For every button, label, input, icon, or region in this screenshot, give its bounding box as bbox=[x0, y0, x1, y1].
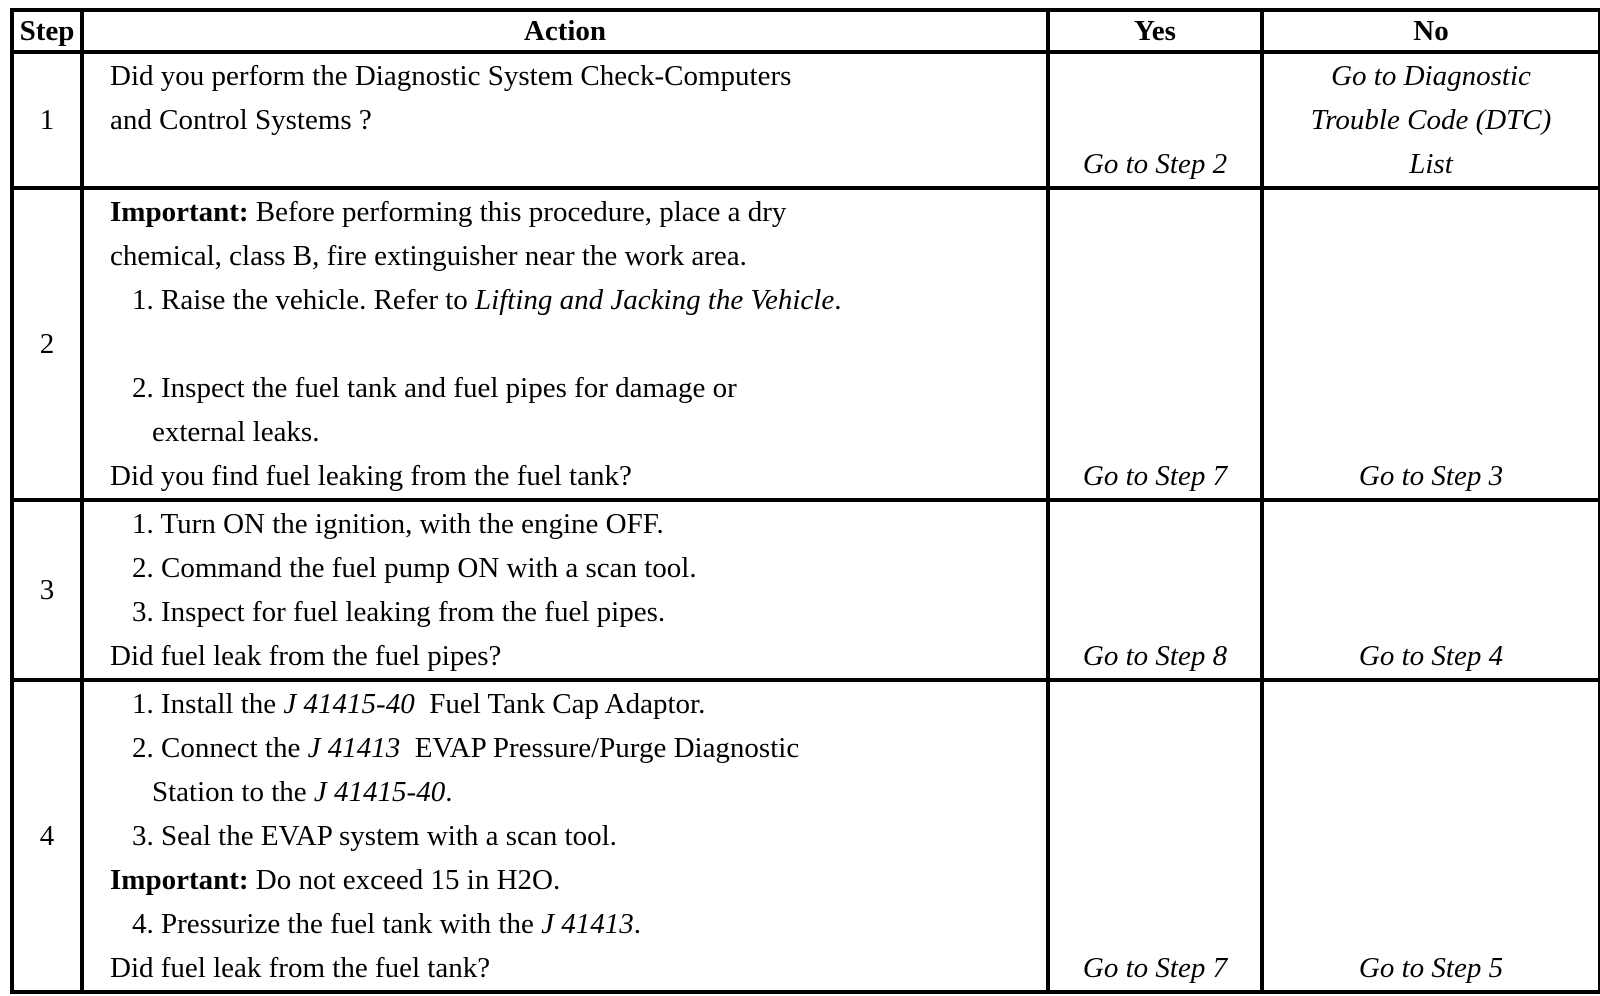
no-cell bbox=[1262, 52, 1600, 188]
question-line: Did fuel leak from the fuel tank? bbox=[110, 952, 491, 984]
step-number: 1 bbox=[12, 52, 82, 188]
header-no: No bbox=[1262, 10, 1600, 52]
header-step: Step bbox=[12, 10, 82, 52]
instruction-text: Fuel Tank Cap Adaptor. bbox=[414, 688, 706, 720]
yes-cell: Go to Step 2 bbox=[1048, 52, 1262, 188]
action-cell bbox=[82, 52, 1048, 188]
step-number: 2 bbox=[12, 188, 82, 500]
reference-link-text: Lifting and Jacking the Vehicle bbox=[475, 284, 835, 316]
important-line bbox=[110, 190, 1046, 234]
question-line: Did you find fuel leaking from the fuel tank? bbox=[110, 460, 632, 492]
instruction-text: 4. Pressurize the fuel tank with the bbox=[132, 908, 542, 940]
important-text: Do not exceed 15 in H2O. bbox=[248, 864, 561, 896]
yes-cell: Go to Step 7 bbox=[1048, 680, 1262, 992]
action-line: Did you perform the Diagnostic System Check-Computers bbox=[110, 60, 792, 92]
instruction-item bbox=[110, 902, 1046, 946]
instruction-text: 1. Raise the vehicle. Refer to bbox=[132, 284, 476, 316]
no-cell: Go to Step 3 bbox=[1262, 188, 1600, 500]
instruction-item: 2. Command the fuel pump ON with a scan tool. bbox=[132, 552, 697, 584]
no-line: List bbox=[1409, 148, 1453, 180]
instruction-item bbox=[110, 682, 1046, 726]
instruction-item bbox=[110, 278, 1046, 322]
instruction-item: 3. Seal the EVAP system with a scan tool. bbox=[132, 820, 617, 852]
yes-cell: Go to Step 7 bbox=[1048, 188, 1262, 500]
instruction-text: 2. Connect the bbox=[132, 732, 308, 764]
yes-cell: Go to Step 8 bbox=[1048, 500, 1262, 680]
tool-name: J 41413 bbox=[307, 732, 401, 764]
instruction-item: 1. Turn ON the ignition, with the engine OFF. bbox=[132, 508, 664, 540]
important-line bbox=[110, 858, 1046, 902]
tool-name: J 41415-40 bbox=[313, 776, 446, 808]
instruction-item-cont bbox=[110, 770, 1046, 814]
instruction-text: . bbox=[834, 284, 842, 316]
tool-name: J 41415-40 bbox=[283, 688, 415, 720]
tool-name: J 41413 bbox=[541, 908, 634, 940]
diagnostic-table-container bbox=[10, 8, 1598, 994]
spacer bbox=[110, 322, 1046, 366]
step-number: 4 bbox=[12, 680, 82, 992]
header-row bbox=[12, 10, 1600, 52]
header-action: Action bbox=[82, 10, 1048, 52]
important-label: Important: bbox=[110, 864, 249, 896]
important-label: Important: bbox=[110, 196, 249, 228]
instruction-item: 3. Inspect for fuel leaking from the fuel pipes. bbox=[132, 596, 666, 628]
instruction-item bbox=[110, 726, 1046, 770]
step-number: 3 bbox=[12, 500, 82, 680]
instruction-text: . bbox=[445, 776, 453, 808]
no-line: Trouble Code (DTC) bbox=[1310, 104, 1552, 136]
table-row-step-3 bbox=[12, 500, 1600, 680]
question-line: Did fuel leak from the fuel pipes? bbox=[110, 640, 502, 672]
action-line: and Control Systems ? bbox=[110, 104, 372, 136]
table-row-step-1 bbox=[12, 52, 1600, 188]
table-row-step-2 bbox=[12, 188, 1600, 500]
instruction-item-cont: external leaks. bbox=[152, 416, 320, 448]
important-text: Before performing this procedure, place a dry bbox=[248, 196, 787, 228]
important-line-cont: chemical, class B, fire extinguisher near the work area. bbox=[110, 240, 747, 272]
table-row-step-4 bbox=[12, 680, 1600, 992]
no-cell: Go to Step 5 bbox=[1262, 680, 1600, 992]
header-yes: Yes bbox=[1048, 10, 1262, 52]
instruction-text: 1. Install the bbox=[132, 688, 284, 720]
no-cell: Go to Step 4 bbox=[1262, 500, 1600, 680]
action-cell bbox=[82, 680, 1048, 992]
no-line: Go to Diagnostic bbox=[1331, 60, 1531, 92]
instruction-text: Station to the bbox=[152, 776, 314, 808]
action-cell bbox=[82, 500, 1048, 680]
instruction-text: EVAP Pressure/Purge Diagnostic bbox=[400, 732, 800, 764]
instruction-text: . bbox=[633, 908, 641, 940]
action-cell bbox=[82, 188, 1048, 500]
diagnostic-table bbox=[10, 8, 1600, 994]
instruction-item: 2. Inspect the fuel tank and fuel pipes for damage or bbox=[132, 372, 737, 404]
